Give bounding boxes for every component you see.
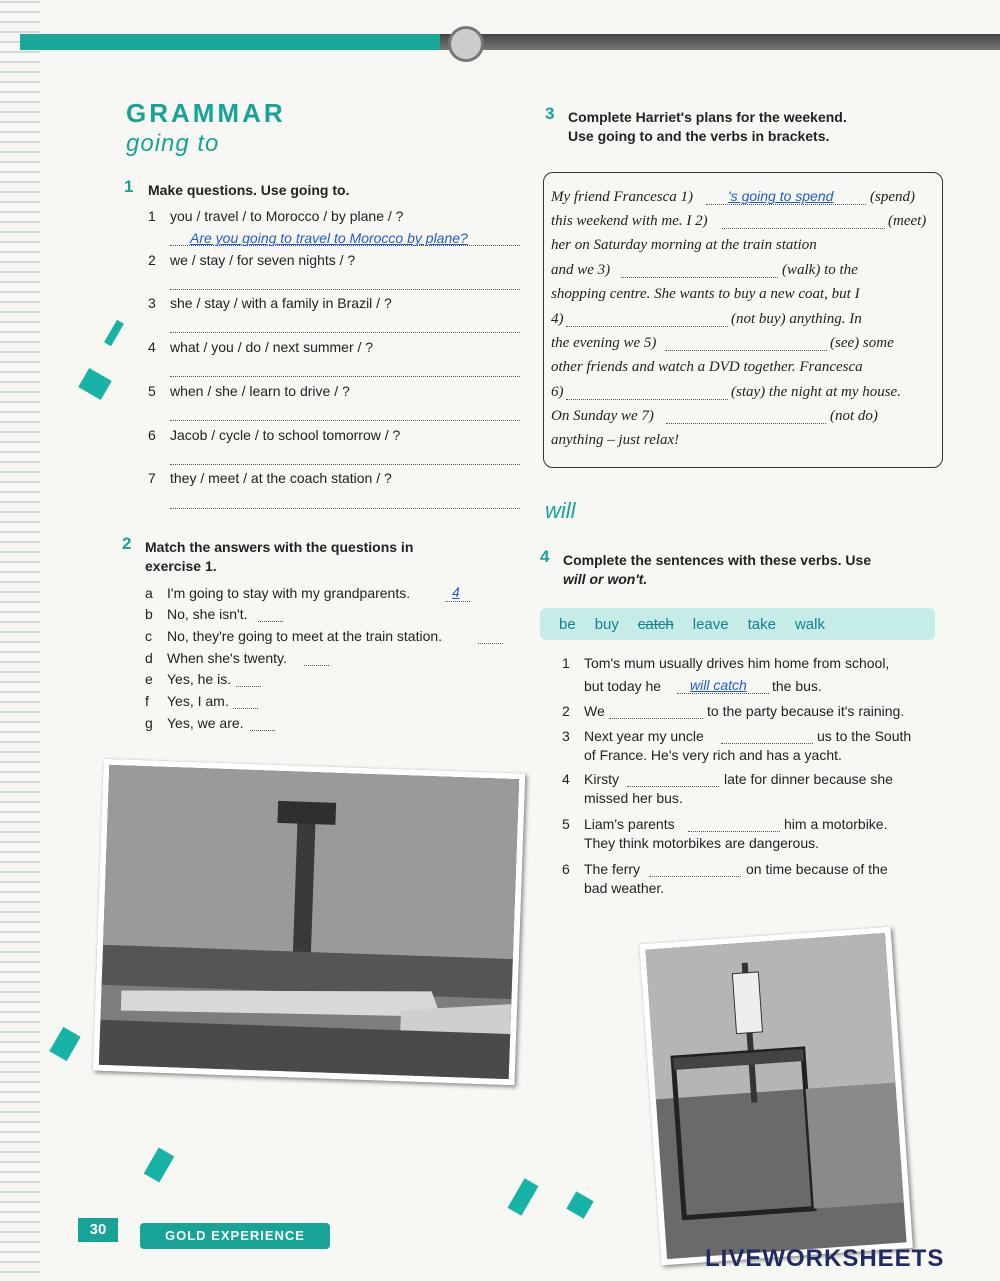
verb-take: take [747,615,776,633]
ex4-item-3-line1b: us to the South [817,728,912,744]
ex4-item-1-line1: 1 Tom's mum usually drives him home from school, [562,655,890,671]
exercise-2-title-line2: exercise 1. [145,558,217,574]
ex3-line: shopping centre. She wants to buy a new coat, but I [551,286,860,302]
ex3-line: (meet) [888,213,927,229]
ex3-line: (not do) [830,408,878,424]
ex2-answer-a[interactable]: 4 [452,584,460,600]
ex2-item-a: a I'm going to stay with my grandparents. [145,585,411,601]
page-number: 30 [78,1218,118,1242]
ex4-blank-5[interactable] [688,831,780,832]
ex3-blank-2[interactable] [722,228,885,229]
exercise-2-number: 2 [122,534,132,553]
ex3-blank-4[interactable] [566,326,728,327]
ex3-line: anything – just relax! [551,432,680,448]
ex3-line: 4) [551,311,564,327]
ex4-item-6-line2: bad weather. [584,880,665,896]
verb-walk: walk [794,615,825,633]
ex2-blank-g[interactable] [250,730,275,731]
ex3-line: On Sunday we 7) [551,408,654,424]
ex2-item-e: e Yes, he is. [145,671,232,687]
ex2-item-c: c No, they're going to meet at the train station. [145,628,443,644]
ex1-answer-line-6[interactable] [170,464,520,465]
ex3-line: My friend Francesca 1) [551,189,694,205]
exercise-1-title: Make questions. Use going to. [148,182,350,198]
decorative-shard [78,368,112,400]
verb-be: be [559,615,576,633]
ex3-line: (spend) [870,189,915,205]
ex3-blank-5[interactable] [665,350,827,351]
ex1-item-6: 6 Jacob / cycle / to school tomorrow / ? [148,427,401,443]
ex4-item-4-line1b: late for dinner because she [724,771,893,787]
ex2-item-d: d When she's twenty. [145,650,287,666]
ex4-blank-4[interactable] [627,786,719,787]
ex2-item-f: f Yes, I am. [145,693,229,709]
ex3-blank-3[interactable] [621,277,778,278]
ex2-blank-b[interactable] [258,621,283,622]
liveworksheets-watermark: LIVEWORKSHEETS [705,1245,945,1272]
grammar-heading: GRAMMAR [126,98,286,128]
ex4-item-1-line2b: the bus. [772,678,822,694]
ex1-item-2: 2 we / stay / for seven nights / ? [148,252,356,268]
ex4-item-5-line1b: him a motorbike. [784,816,888,832]
ex4-item-2-line1a: 2 We [562,703,605,719]
ex4-item-1-line2a: but today he [584,678,662,694]
ex3-line: (not buy) anything. In [731,311,862,327]
ex1-item-5: 5 when / she / learn to drive / ? [148,383,350,399]
ex3-blank-6[interactable] [566,399,728,400]
ex3-line: the evening we 5) [551,335,657,351]
ex1-item-4: 4 what / you / do / next summer / ? [148,339,374,355]
ex4-item-3-line1a: 3 Next year my uncle [562,728,704,744]
decorative-shard [566,1191,593,1218]
ex2-blank-a[interactable] [445,601,470,602]
ex2-blank-c[interactable] [478,643,503,644]
ex3-answer-1[interactable]: 's going to spend [728,188,834,204]
ex1-item-3: 3 she / stay / with a family in Brazil / ? [148,295,392,311]
ex4-item-6-line1b: on time because of the [746,861,888,877]
verb-leave: leave [692,615,729,633]
ex4-item-6-line1a: 6 The ferry [562,861,641,877]
exercise-2-title-line1: Match the answers with the questions in [145,539,414,555]
ex3-blank-1[interactable] [706,204,866,205]
ex1-item-7: 7 they / meet / at the coach station / ? [148,470,392,486]
decorative-shard [508,1178,539,1215]
exercise-4-number: 4 [540,547,550,566]
ex3-line: other friends and watch a DVD together. Francesca [551,359,863,375]
ex1-answer-1[interactable]: Are you going to travel to Morocco by plane? [190,230,468,246]
ex3-blank-7[interactable] [666,423,826,424]
exercise-4-title-line1: Complete the sentences with these verbs. Use [563,552,872,568]
top-bar [20,34,1000,50]
ex4-blank-6[interactable] [649,876,741,877]
ex2-item-g: g Yes, we are. [145,715,244,731]
verb-buy: buy [594,615,619,633]
ex3-line: (walk) to the [782,262,858,278]
ex3-line: her on Saturday morning at the train station [551,237,817,253]
airport-scene-icon [99,765,519,1079]
ex1-answer-line-4[interactable] [170,376,520,377]
ex3-line: 6) [551,384,564,400]
ex1-item-1: 1 you / travel / to Morocco / by plane / ? [148,208,404,224]
ex4-item-5-line1a: 5 Liam's parents [562,816,675,832]
will-heading: will [545,498,576,523]
airport-photo [93,759,526,1086]
bus-stop-scene-icon [645,933,906,1259]
exercise-3-title-line1: Complete Harriet's plans for the weekend. [568,109,847,125]
ex4-blank-1[interactable] [677,693,769,694]
ex1-answer-line-7[interactable] [170,508,520,509]
exercise-3-number: 3 [545,104,555,123]
ex4-item-4-line1a: 4 Kirsty [562,771,619,787]
ex4-blank-3[interactable] [721,743,813,744]
ex4-item-4-line2: missed her bus. [584,790,683,806]
brand-label: GOLD EXPERIENCE [140,1223,330,1249]
decorative-shard [104,320,124,347]
ex2-blank-f[interactable] [233,708,258,709]
decorative-shard [49,1027,80,1061]
ex3-line: and we 3) [551,262,611,278]
ex4-item-2-line1b: to the party because it's raining. [707,703,905,719]
exercise-1-number: 1 [124,177,134,196]
ex2-blank-d[interactable] [304,665,329,666]
ex2-item-b: b No, she isn't. [145,606,248,622]
ex2-blank-e[interactable] [236,686,261,687]
bus-stop-photo [639,927,913,1266]
ex4-item-3-line2: of France. He's very rich and has a yacht. [584,747,842,763]
verb-bank [540,608,935,640]
ex1-answer-line-3[interactable] [170,332,520,333]
decorative-shard [144,1148,175,1183]
ex1-answer-line-2[interactable] [170,289,520,290]
going-to-subheading: going to [126,130,220,157]
ex1-answer-line-5[interactable] [170,420,520,421]
verb-catch: catch [637,615,674,633]
binding-spiral [0,0,40,1281]
exercise-4-title-line2: will or won't. [563,571,648,587]
exercise-3-title-line2: Use going to and the verbs in brackets. [568,128,830,144]
ex4-item-5-line2: They think motorbikes are dangerous. [584,835,820,851]
ex4-blank-2[interactable] [609,718,703,719]
ex4-answer-1[interactable]: will catch [690,677,747,693]
ex3-line: (see) some [830,335,894,351]
ex3-line: (stay) the night at my house. [731,384,901,400]
ex3-line: this weekend with me. I 2) [551,213,708,229]
